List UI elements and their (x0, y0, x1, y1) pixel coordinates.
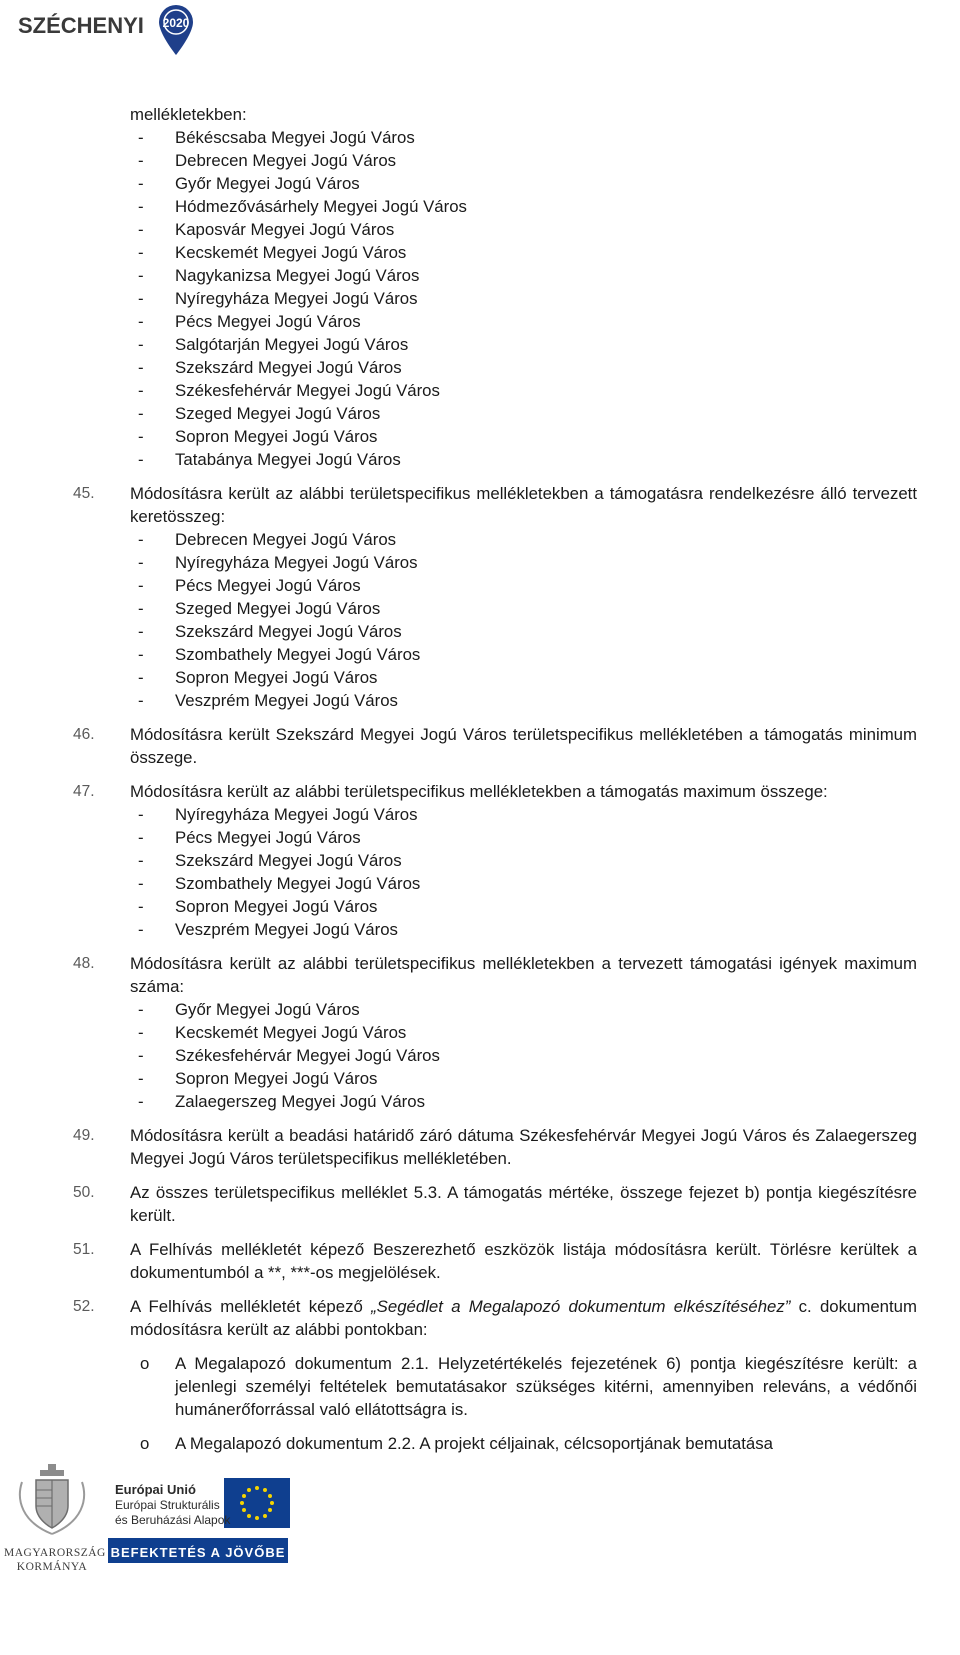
dash-bullet: - (138, 266, 144, 285)
dash-bullet: - (138, 599, 144, 618)
dash-bullet: - (138, 335, 144, 354)
dash-bullet: - (138, 851, 144, 870)
numbered-items (73, 482, 917, 1284)
item-number: 47. (73, 783, 95, 800)
item-text-part: c. dokumentum módosításra került az alábbi pontokban: (130, 1297, 917, 1339)
dash-bullet: - (138, 874, 144, 893)
invest-text: BEFEKTETÉS A JÖVŐBE (110, 1545, 286, 1560)
list-item (130, 195, 917, 218)
dash-bullet: - (138, 289, 144, 308)
list-item (130, 425, 917, 448)
list-item-text: Pécs Megyei Jogú Város (175, 828, 361, 847)
gov-line1: MAGYARORSZÁG (4, 1547, 106, 1559)
dash-bullet: - (138, 1000, 144, 1019)
list-item (130, 241, 917, 264)
intro-city-list (130, 126, 917, 471)
list-item (130, 1067, 917, 1090)
numbered-item (73, 723, 917, 769)
list-item-text: Szeged Megyei Jogú Város (175, 404, 381, 423)
circle-bullet: o (140, 1434, 150, 1453)
item-number: 50. (73, 1184, 95, 1201)
item-text: Módosításra került Szekszárd Megyei Jogú Város területspecifikus mellékletében a támogatás minimum összege. (130, 725, 917, 767)
list-item (130, 402, 917, 425)
list-item-text: Szeged Megyei Jogú Város (175, 599, 381, 618)
dash-bullet: - (138, 174, 144, 193)
dash-bullet: - (138, 1092, 144, 1111)
logo-text: SZÉCHENYI (18, 13, 144, 38)
list-item (130, 1021, 917, 1044)
list-item-text: Nyíregyháza Megyei Jogú Város (175, 805, 418, 824)
dash-bullet: - (138, 645, 144, 664)
eu-line1: Európai Unió (115, 1482, 196, 1497)
list-item-text: Zalaegerszeg Megyei Jogú Város (175, 1092, 425, 1111)
sub-point-list (130, 1352, 917, 1455)
item-text (130, 1295, 917, 1341)
list-item-text: Győr Megyei Jogú Város (175, 174, 360, 193)
list-item-text: Győr Megyei Jogú Város (175, 1000, 360, 1019)
list-item-text: Pécs Megyei Jogú Város (175, 312, 361, 331)
list-item-text: Szekszárd Megyei Jogú Város (175, 622, 402, 641)
numbered-item (73, 780, 917, 941)
numbered-item (73, 1238, 917, 1284)
document-body (73, 103, 917, 1455)
list-item (130, 310, 917, 333)
item-text: A Felhívás mellékletét képező Beszerezhető eszközök listája módosításra került. Törlésre kerültek a dokumentumból a **, ***-os megjelölések. (130, 1240, 917, 1282)
list-item-text: Kecskemét Megyei Jogú Város (175, 243, 407, 262)
item-number: 52. (73, 1298, 95, 1315)
list-item (130, 126, 917, 149)
list-item (130, 448, 917, 471)
list-item (130, 643, 917, 666)
list-item-text: Salgótarján Megyei Jogú Város (175, 335, 409, 354)
dash-bullet: - (138, 220, 144, 239)
list-item (130, 918, 917, 941)
list-item-text: Szombathely Megyei Jogú Város (175, 874, 421, 893)
numbered-item (73, 952, 917, 1113)
dash-bullet: - (138, 576, 144, 595)
szechenyi-logo-graphic (18, 3, 198, 61)
list-item (130, 551, 917, 574)
list-item (130, 872, 917, 895)
item-text: Módosításra került az alábbi területspecifikus mellékletekben a tervezett támogatási igények maximum száma: (130, 954, 917, 996)
list-item-text: Sopron Megyei Jogú Város (175, 668, 378, 687)
list-item-text: Békéscsaba Megyei Jogú Város (175, 128, 415, 147)
list-item-text: Hódmezővásárhely Megyei Jogú Város (175, 197, 467, 216)
list-item (130, 620, 917, 643)
city-list (130, 998, 917, 1113)
eu-flag-icon (224, 1478, 290, 1528)
sub-point (130, 1432, 917, 1455)
eu-line2: Európai Strukturális (115, 1498, 220, 1512)
dash-bullet: - (138, 553, 144, 572)
dash-bullet: - (138, 691, 144, 710)
numbered-item (73, 482, 917, 712)
dash-bullet: - (138, 312, 144, 331)
list-item (130, 666, 917, 689)
list-item-text: Sopron Megyei Jogú Város (175, 1069, 378, 1088)
item-number: 49. (73, 1127, 95, 1144)
dash-bullet: - (138, 197, 144, 216)
map-pin-icon (159, 5, 193, 55)
list-item-text: Sopron Megyei Jogú Város (175, 897, 378, 916)
item-text-part: A Felhívás mellékletét képező (130, 1297, 372, 1316)
dash-bullet: - (138, 530, 144, 549)
list-item (130, 528, 917, 551)
list-item (130, 1090, 917, 1113)
list-item (130, 356, 917, 379)
dash-bullet: - (138, 897, 144, 916)
list-item-text: Sopron Megyei Jogú Város (175, 427, 378, 446)
list-item-text: Kaposvár Megyei Jogú Város (175, 220, 395, 239)
list-item-text: Nyíregyháza Megyei Jogú Város (175, 553, 418, 572)
list-item (130, 597, 917, 620)
list-item (130, 689, 917, 712)
list-item-text: Székesfehérvár Megyei Jogú Város (175, 1046, 440, 1065)
item-number: 51. (73, 1241, 95, 1258)
dash-bullet: - (138, 920, 144, 939)
dash-bullet: - (138, 243, 144, 262)
list-item-text: Szekszárd Megyei Jogú Város (175, 358, 402, 377)
dash-bullet: - (138, 805, 144, 824)
dash-bullet: - (138, 828, 144, 847)
eu-line3: és Beruházási Alapok (115, 1513, 231, 1527)
list-item (130, 826, 917, 849)
dash-bullet: - (138, 1069, 144, 1088)
numbered-item-52 (73, 1295, 917, 1455)
dash-bullet: - (138, 622, 144, 641)
dash-bullet: - (138, 668, 144, 687)
dash-bullet: - (138, 404, 144, 423)
list-item-text: Székesfehérvár Megyei Jogú Város (175, 381, 440, 400)
item-text: Módosításra került az alábbi területspecifikus mellékletekben a támogatás maximum összege: (130, 782, 828, 801)
footer (0, 1462, 960, 1655)
list-item (130, 264, 917, 287)
item-number: 46. (73, 726, 95, 743)
item-text: Módosításra került az alábbi területspecifikus mellékletekben a támogatásra rendelkezésre álló tervezett keretösszeg: (130, 484, 917, 526)
sub-point (130, 1352, 917, 1421)
list-item (130, 803, 917, 826)
list-item (130, 574, 917, 597)
list-item-text: Kecskemét Megyei Jogú Város (175, 1023, 407, 1042)
numbered-item (73, 1124, 917, 1170)
dash-bullet: - (138, 358, 144, 377)
circle-bullet: o (140, 1354, 150, 1373)
list-item (130, 895, 917, 918)
dash-bullet: - (138, 381, 144, 400)
dash-bullet: - (138, 128, 144, 147)
list-item-text: Veszprém Megyei Jogú Város (175, 691, 398, 710)
list-item-text: Szekszárd Megyei Jogú Város (175, 851, 402, 870)
list-item (130, 998, 917, 1021)
list-item-text: Veszprém Megyei Jogú Város (175, 920, 398, 939)
list-item (130, 172, 917, 195)
list-item-text: Debrecen Megyei Jogú Város (175, 530, 397, 549)
item-text: Az összes területspecifikus melléklet 5.3. A támogatás mértéke, összege fejezet b) pontja kiegészítésre került. (130, 1183, 917, 1225)
list-item-text: Nyíregyháza Megyei Jogú Város (175, 289, 418, 308)
city-list (130, 803, 917, 941)
intro-text: mellékletekben: (130, 105, 247, 124)
gov-line2: KORMÁNYA (16, 1561, 88, 1573)
list-item-text: Debrecen Megyei Jogú Város (175, 151, 397, 170)
sub-point-text: A Megalapozó dokumentum 2.2. A projekt céljainak, célcsoportjának bemutatása (175, 1434, 773, 1453)
list-item-text: Nagykanizsa Megyei Jogú Város (175, 266, 420, 285)
list-item-text: Tatabánya Megyei Jogú Város (175, 450, 401, 469)
city-list (130, 528, 917, 712)
dash-bullet: - (138, 151, 144, 170)
item-text: Módosításra került a beadási határidő záró dátuma Székesfehérvár Megyei Jogú Város és Zalaegerszeg Megyei Jogú Város területspecifikus mellékletében. (130, 1126, 917, 1168)
sub-point-text: A Megalapozó dokumentum 2.1. Helyzetértékelés fejezetének 6) pontja kiegészítésre került: a jelenlegi személyi feltételek bemutatásakor szükséges kitérni, amennyiben releváns, a védőnői humánerőforrással való ellátottságra is. (175, 1354, 917, 1419)
list-item (130, 379, 917, 402)
list-item (130, 333, 917, 356)
item-number: 48. (73, 955, 95, 972)
dash-bullet: - (138, 1023, 144, 1042)
szechenyi-2020-logo (18, 3, 198, 61)
dash-bullet: - (138, 427, 144, 446)
item-number: 45. (73, 485, 95, 502)
numbered-item (73, 1181, 917, 1227)
list-item (130, 287, 917, 310)
item-text-italic: „Segédlet a Megalapozó dokumentum elkészítéséhez” (371, 1297, 791, 1316)
logo-year: 2020 (162, 16, 190, 30)
list-item (130, 218, 917, 241)
list-item (130, 149, 917, 172)
dash-bullet: - (138, 450, 144, 469)
list-item-text: Pécs Megyei Jogú Város (175, 576, 361, 595)
list-item-text: Szombathely Megyei Jogú Város (175, 645, 421, 664)
list-item (130, 849, 917, 872)
list-item (130, 1044, 917, 1067)
dash-bullet: - (138, 1046, 144, 1065)
